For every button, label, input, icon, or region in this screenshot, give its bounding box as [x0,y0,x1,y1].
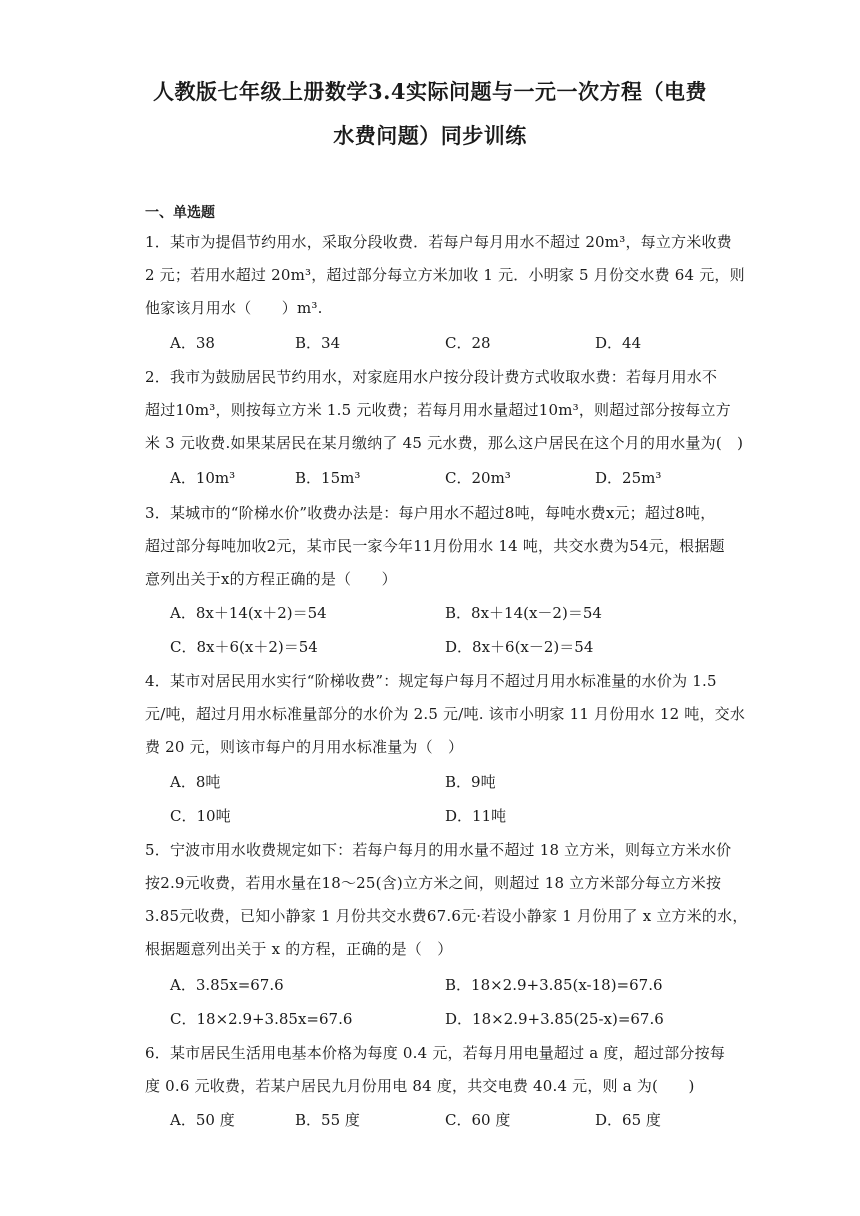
question-2-text-line: 超过10m³，则按每立方米 1.5 元收费；若每月用水量超过10m³，则超过部分按每立方 [145,401,731,419]
question-1-option-a: A．38 [170,334,215,352]
section-heading: 一、单选题 [145,205,215,221]
question-5-option-a: A．3.85x=67.6 [170,976,284,994]
question-1-option-b: B．34 [295,334,341,352]
question-3-option-b: B．8x＋14(x－2)＝54 [445,604,602,622]
question-1-option-c: C．28 [445,334,491,352]
question-2-option-b: B．15m³ [295,469,361,487]
question-3-option-a: A．8x＋14(x＋2)＝54 [170,604,327,622]
question-4-text-line: 费 20 元，则该市每户的月用水标准量为（ ） [145,738,464,756]
question-2-text-line: 米 3 元收费.如果某居民在某月缴纳了 45 元水费，那么这户居民在这个月的用水量为( ) [145,434,744,452]
question-5-option-b: B．18×2.9+3.85(x-18)=67.6 [445,976,663,994]
question-2-option-a: A．10m³ [170,469,236,487]
question-1-text-line: 1．某市为提倡节约用水，采取分段收费．若每户每月用水不超过 20m³，每立方米收费 [145,233,732,251]
question-5-text-line: 3.85元收费，已知小静家 1 月份共交水费67.6元·若设小静家 1 月份用了 x 立方米的水， [145,907,748,925]
question-5-text-line: 按2.9元收费，若用水量在18～25(含)立方米之间，则超过 18 立方米部分每立方米按 [145,874,722,892]
question-2-text-line: 2．我市为鼓励居民节约用水，对家庭用水户按分段计费方式收取水费：若每月用水不 [145,368,718,386]
question-2-option-d: D．25m³ [595,469,662,487]
question-1-text-line: 2 元；若用水超过 20m³，超过部分每立方米加收 1 元．小明家 5 月份交水费 64 元，则 [145,266,745,284]
question-5-text-line: 5．宁波市用水收费规定如下：若每户每月的用水量不超过 18 立方米，则每立方米水价 [145,841,732,859]
question-4-text-line: 元/吨，超过月用水标准量部分的水价为 2.5 元/吨. 该市小明家 11 月份用水 12 吨，交水 [145,705,746,723]
question-1-text-line: 他家该月用水（ ）m³. [145,299,323,317]
question-6-option-c: C．60 度 [445,1111,511,1129]
question-6-text-line: 6．某市居民生活用电基本价格为每度 0.4 元，若每月用电量超过 a 度，超过部分按每 [145,1044,726,1062]
question-1-option-d: D．44 [595,334,642,352]
question-5-option-c: C．18×2.9+3.85x=67.6 [170,1010,353,1028]
question-4-option-d: D．11吨 [445,807,507,825]
question-6-option-b: B．55 度 [295,1111,360,1129]
question-4-text-line: 4．某市对居民用水实行“阶梯收费”：规定每户每月不超过月用水标准量的水价为 1.5 [145,672,717,690]
question-4-option-b: B．9吨 [445,773,496,791]
question-3-text-line: 3．某城市的“阶梯水价”收费办法是：每户用水不超过8吨，每吨水费x元；超过8吨， [145,504,716,522]
question-3-option-c: C．8x＋6(x＋2)＝54 [170,638,318,656]
question-3-text-line: 超过部分每吨加收2元，某市民一家今年11月份用水 14 吨，共交水费为54元，根据题 [145,537,725,555]
question-6-option-a: A．50 度 [170,1111,235,1129]
question-3-option-d: D．8x＋6(x－2)＝54 [445,638,594,656]
question-3-text-line: 意列出关于x的方程正确的是（ ） [145,570,397,588]
question-5-text-line: 根据题意列出关于 x 的方程，正确的是（ ） [145,940,453,958]
question-4-option-a: A．8吨 [170,773,221,791]
question-4-option-c: C．10吨 [170,807,231,825]
question-6-option-d: D．65 度 [595,1111,661,1129]
question-6-text-line: 度 0.6 元收费，若某户居民九月份用电 84 度，共交电费 40.4 元，则 a 为( ) [145,1077,695,1095]
question-2-option-c: C．20m³ [445,469,511,487]
document-title-line-2: 水费问题）同步训练 [333,123,527,148]
question-5-option-d: D．18×2.9+3.85(25-x)=67.6 [445,1010,664,1028]
document-title-line-1: 人教版七年级上册数学3.4实际问题与一元一次方程（电费 [152,79,708,104]
